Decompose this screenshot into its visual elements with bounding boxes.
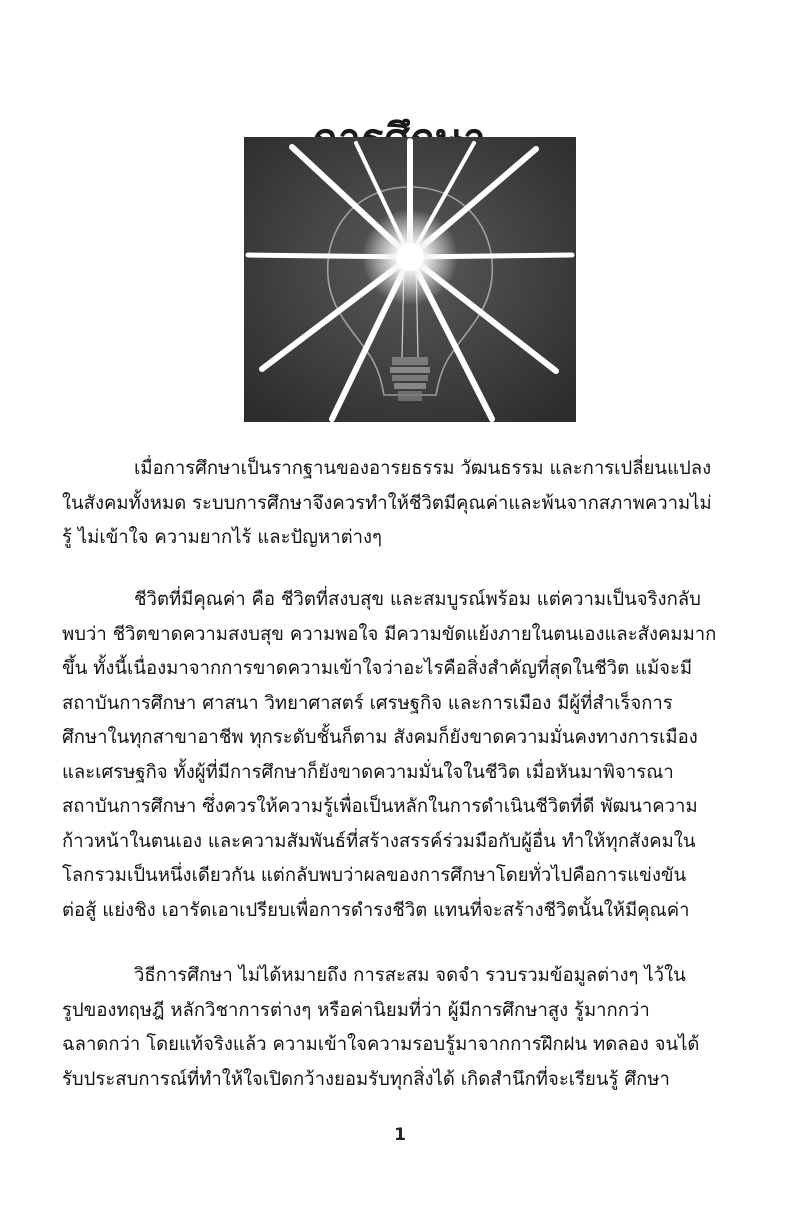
paragraph-line: รับประสบการณ์ที่ทำให้ใจเปิดกว้างยอมรับทุกสิ่งได้ เกิดสำนึกที่จะเรียนรู้ ศึกษา (62, 1068, 670, 1090)
paragraph-line: วิธีการศึกษา ไม่ได้หมายถึง การสะสม จดจำ รวบรวมข้อมูลต่างๆ ไว้ใน (134, 965, 686, 986)
paragraph-line: เมื่อการศึกษาเป็นรากฐานของอารยธรรม วัฒนธรรม และการเปลี่ยนแปลง (134, 458, 712, 479)
paragraph-line: สถาบันการศึกษา ศาสนา วิทยาศาสตร์ เศรษฐกิจ และการเมือง มีผู้ที่สำเร็จการ (62, 692, 673, 714)
paragraph-line: พบว่า ชีวิตขาดความสงบสุข ความพอใจ มีความขัดแย้งภายในตนเองและสังคมมาก (62, 623, 717, 645)
paragraph-line: รู้ ไม่เข้าใจ ความยากไร้ และปัญหาต่างๆ (62, 527, 382, 548)
paragraph-line: ต่อสู้ แย่งชิง เอารัดเอาเปรียบเพื่อการดำรงชีวิต แทนที่จะสร้างชีวิตนั้นให้มีคุณค่า (62, 899, 690, 921)
light-bulb-burst-icon (244, 137, 576, 422)
paragraph-line: ก้าวหน้าในตนเอง และความสัมพันธ์ที่สร้างสรรค์ร่วมมือกับผู้อื่น ทำให้ทุกสังคมใน (62, 830, 696, 852)
paragraph-line: สถาบันการศึกษา ซึ่งควรให้ความรู้เพื่อเป็นหลักในการดำเนินชีวิตที่ดี พัฒนาความ (62, 796, 698, 817)
page-number: 1 (394, 1125, 406, 1145)
paragraph-line: ในสังคมทั้งหมด ระบบการศึกษาจึงควรทำให้ชีวิตมีคุณค่าและพ้นจากสภาพความไม่ (62, 492, 712, 514)
paragraph-line: และเศรษฐกิจ ทั้งผู้ที่มีการศึกษาก็ยังขาดความมั่นใจในชีวิต เมื่อหันมาพิจารณา (62, 761, 674, 783)
paragraph-1 (62, 452, 752, 556)
paragraph-line: โลกรวมเป็นหนึ่งเดียวกัน แต่กลับพบว่าผลของการศึกษาโดยทั่วไปคือการแข่งขัน (62, 865, 687, 886)
paragraph-line: ขึ้น ทั้งนี้เนื่องมาจากการขาดความเข้าใจว่าอะไรคือสิ่งสำคัญที่สุดในชีวิต แม้จะมี (62, 658, 693, 679)
paragraph-2 (62, 583, 752, 928)
paragraph-line: รูปของทฤษฎี หลักวิชาการต่างๆ หรือค่านิยมที่ว่า ผู้มีการศึกษาสูง รู้มากกว่า (62, 999, 650, 1021)
paragraph-3 (62, 959, 752, 1097)
light-bulb-image (244, 137, 576, 422)
paragraph-line: ศึกษาในทุกสาขาอาชีพ ทุกระดับชั้นก็ตาม สังคมก็ยังขาดความมั่นคงทางการเมือง (62, 727, 698, 748)
paragraph-line: ชีวิตที่มีคุณค่า คือ ชีวิตที่สงบสุข และสมบูรณ์พร้อม แต่ความเป็นจริงกลับ (134, 589, 701, 610)
paragraph-line: ฉลาดกว่า โดยแท้จริงแล้ว ความเข้าใจความรอบรู้มาจากการฝึกฝน ทดลอง จนได้ (62, 1034, 700, 1055)
